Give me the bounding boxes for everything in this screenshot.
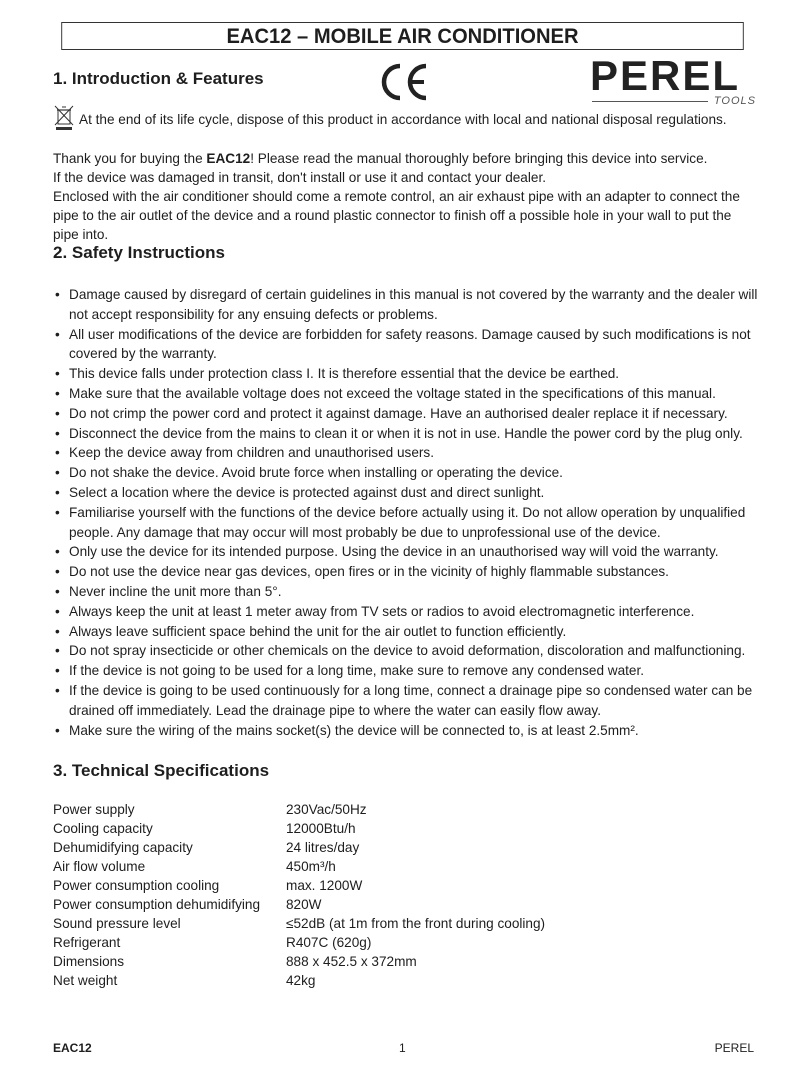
- footer-model: EAC12: [53, 1041, 92, 1055]
- spec-value: 24 litres/day: [286, 840, 360, 855]
- safety-item: • Keep the device away from children and unauthorised users.: [53, 443, 758, 463]
- spec-value: 42kg: [286, 973, 316, 988]
- safety-item: • Do not use the device near gas devices, open fires or in the vicinity of highly flammable substances.: [53, 562, 758, 582]
- damaged-line: If the device was damaged in transit, don't install or use it and contact your dealer.: [53, 170, 547, 185]
- logo-underline: [592, 101, 708, 102]
- spec-value: R407C (620g): [286, 935, 372, 950]
- section-heading-specifications: 3. Technical Specifications: [53, 761, 270, 780]
- safety-item: • Always leave sufficient space behind the unit for the air outlet to function efficiently.: [53, 622, 758, 642]
- spec-label: Cooling capacity: [53, 821, 153, 836]
- crossed-bin-icon: [53, 104, 75, 130]
- spec-label: Dimensions: [53, 954, 125, 969]
- section-heading-safety: 2. Safety Instructions: [53, 243, 225, 262]
- spec-value: 450m³/h: [286, 859, 336, 874]
- spec-label: Net weight: [53, 973, 118, 988]
- safety-item: • All user modifications of the device are forbidden for safety reasons. Damage caused by such modifications is not covered by the warranty.: [53, 325, 758, 365]
- logo-wordmark: PEREL: [590, 52, 741, 99]
- safety-item: • Never incline the unit more than 5°.: [53, 582, 758, 602]
- spec-row: [53, 895, 545, 914]
- ce-mark-icon: [380, 62, 430, 102]
- spec-label: Refrigerant: [53, 935, 121, 950]
- spec-row: [53, 838, 545, 857]
- safety-item: • Only use the device for its intended purpose. Using the device in an unauthorised way will void the warranty.: [53, 542, 758, 562]
- safety-item: • Do not spray insecticide or other chemicals on the device to avoid deformation, discoloration and malfunctioning.: [53, 641, 758, 661]
- intro-paragraphs: [53, 149, 758, 244]
- spec-label: Power supply: [53, 802, 135, 817]
- spec-row: [53, 800, 545, 819]
- document-title: EAC12 – MOBILE AIR CONDITIONER: [61, 22, 744, 50]
- spec-label: Power consumption cooling: [53, 878, 220, 893]
- safety-item: • This device falls under protection class I. It is therefore essential that the device be earthed.: [53, 364, 758, 384]
- thanks-prefix: Thank you for buying the: [53, 151, 207, 166]
- spec-row: [53, 914, 545, 933]
- safety-list: [53, 285, 758, 740]
- spec-value: 888 x 452.5 x 372mm: [286, 954, 417, 969]
- perel-logo: [590, 52, 758, 107]
- enclosed-line: Enclosed with the air conditioner should come a remote control, an air exhaust pipe with an adapter to connect the pipe to the air outlet of the device and a round plastic connector to finish off a possible hole in your wall to put the pipe into.: [53, 189, 740, 242]
- thanks-model: EAC12: [206, 151, 251, 166]
- section-heading-introduction: 1. Introduction & Features: [53, 69, 264, 88]
- safety-item: • Familiarise yourself with the functions of the device before actually using it. Do not allow operation by unqualified people. Any damage that may occur will most probably be due to unprofessional use of the device.: [53, 503, 758, 543]
- spec-row: [53, 819, 545, 838]
- safety-item: • Disconnect the device from the mains to clean it or when it is not in use. Handle the power cord by the plug only.: [53, 424, 758, 444]
- spec-value: max. 1200W: [286, 878, 363, 893]
- spec-value: 820W: [286, 897, 322, 912]
- spec-label: Air flow volume: [53, 859, 146, 874]
- spec-row: [53, 857, 545, 876]
- spec-row: [53, 876, 545, 895]
- safety-item: • If the device is not going to be used for a long time, make sure to remove any condensed water.: [53, 661, 758, 681]
- safety-item: • Make sure the wiring of the mains socket(s) the device will be connected to, is at least 2.5mm².: [53, 721, 758, 741]
- safety-item: • Select a location where the device is protected against dust and direct sunlight.: [53, 483, 758, 503]
- logo-subtitle: TOOLS: [713, 95, 756, 107]
- safety-item: • If the device is going to be used continuously for a long time, connect a drainage pipe so condensed water can be drained off immediately. Lead the drainage pipe to where the water can easily flow away.: [53, 681, 758, 721]
- thanks-line: [53, 149, 758, 168]
- thanks-suffix: ! Please read the manual thoroughly before bringing this device into service.: [250, 151, 708, 166]
- spec-label: Dehumidifying capacity: [53, 840, 193, 855]
- specifications-table: [53, 800, 545, 990]
- spec-value: 230Vac/50Hz: [286, 802, 367, 817]
- safety-item: • Do not crimp the power cord and protect it against damage. Have an authorised dealer replace it if necessary.: [53, 404, 758, 424]
- safety-item: • Make sure that the available voltage does not exceed the voltage stated in the specifications of this manual.: [53, 384, 758, 404]
- safety-item: • Always keep the unit at least 1 meter away from TV sets or radios to avoid electromagnetic interference.: [53, 602, 758, 622]
- footer-brand: PEREL: [714, 1041, 754, 1055]
- spec-row: [53, 971, 545, 990]
- spec-value: ≤52dB (at 1m from the front during cooling): [286, 916, 546, 931]
- safety-item: • Damage caused by disregard of certain guidelines in this manual is not covered by the warranty and the dealer will not accept responsibility for any ensuing defects or problems.: [53, 285, 758, 325]
- spec-label: Sound pressure level: [53, 916, 181, 931]
- spec-label: Power consumption dehumidifying: [53, 897, 261, 912]
- footer-page-number: 1: [399, 1041, 406, 1055]
- spec-value: 12000Btu/h: [286, 821, 356, 836]
- spec-row: [53, 933, 545, 952]
- spec-row: [53, 952, 545, 971]
- safety-item: • Do not shake the device. Avoid brute force when installing or operating the device.: [53, 463, 758, 483]
- disposal-notice: At the end of its life cycle, dispose of this product in accordance with local and national disposal regulations.: [79, 112, 727, 127]
